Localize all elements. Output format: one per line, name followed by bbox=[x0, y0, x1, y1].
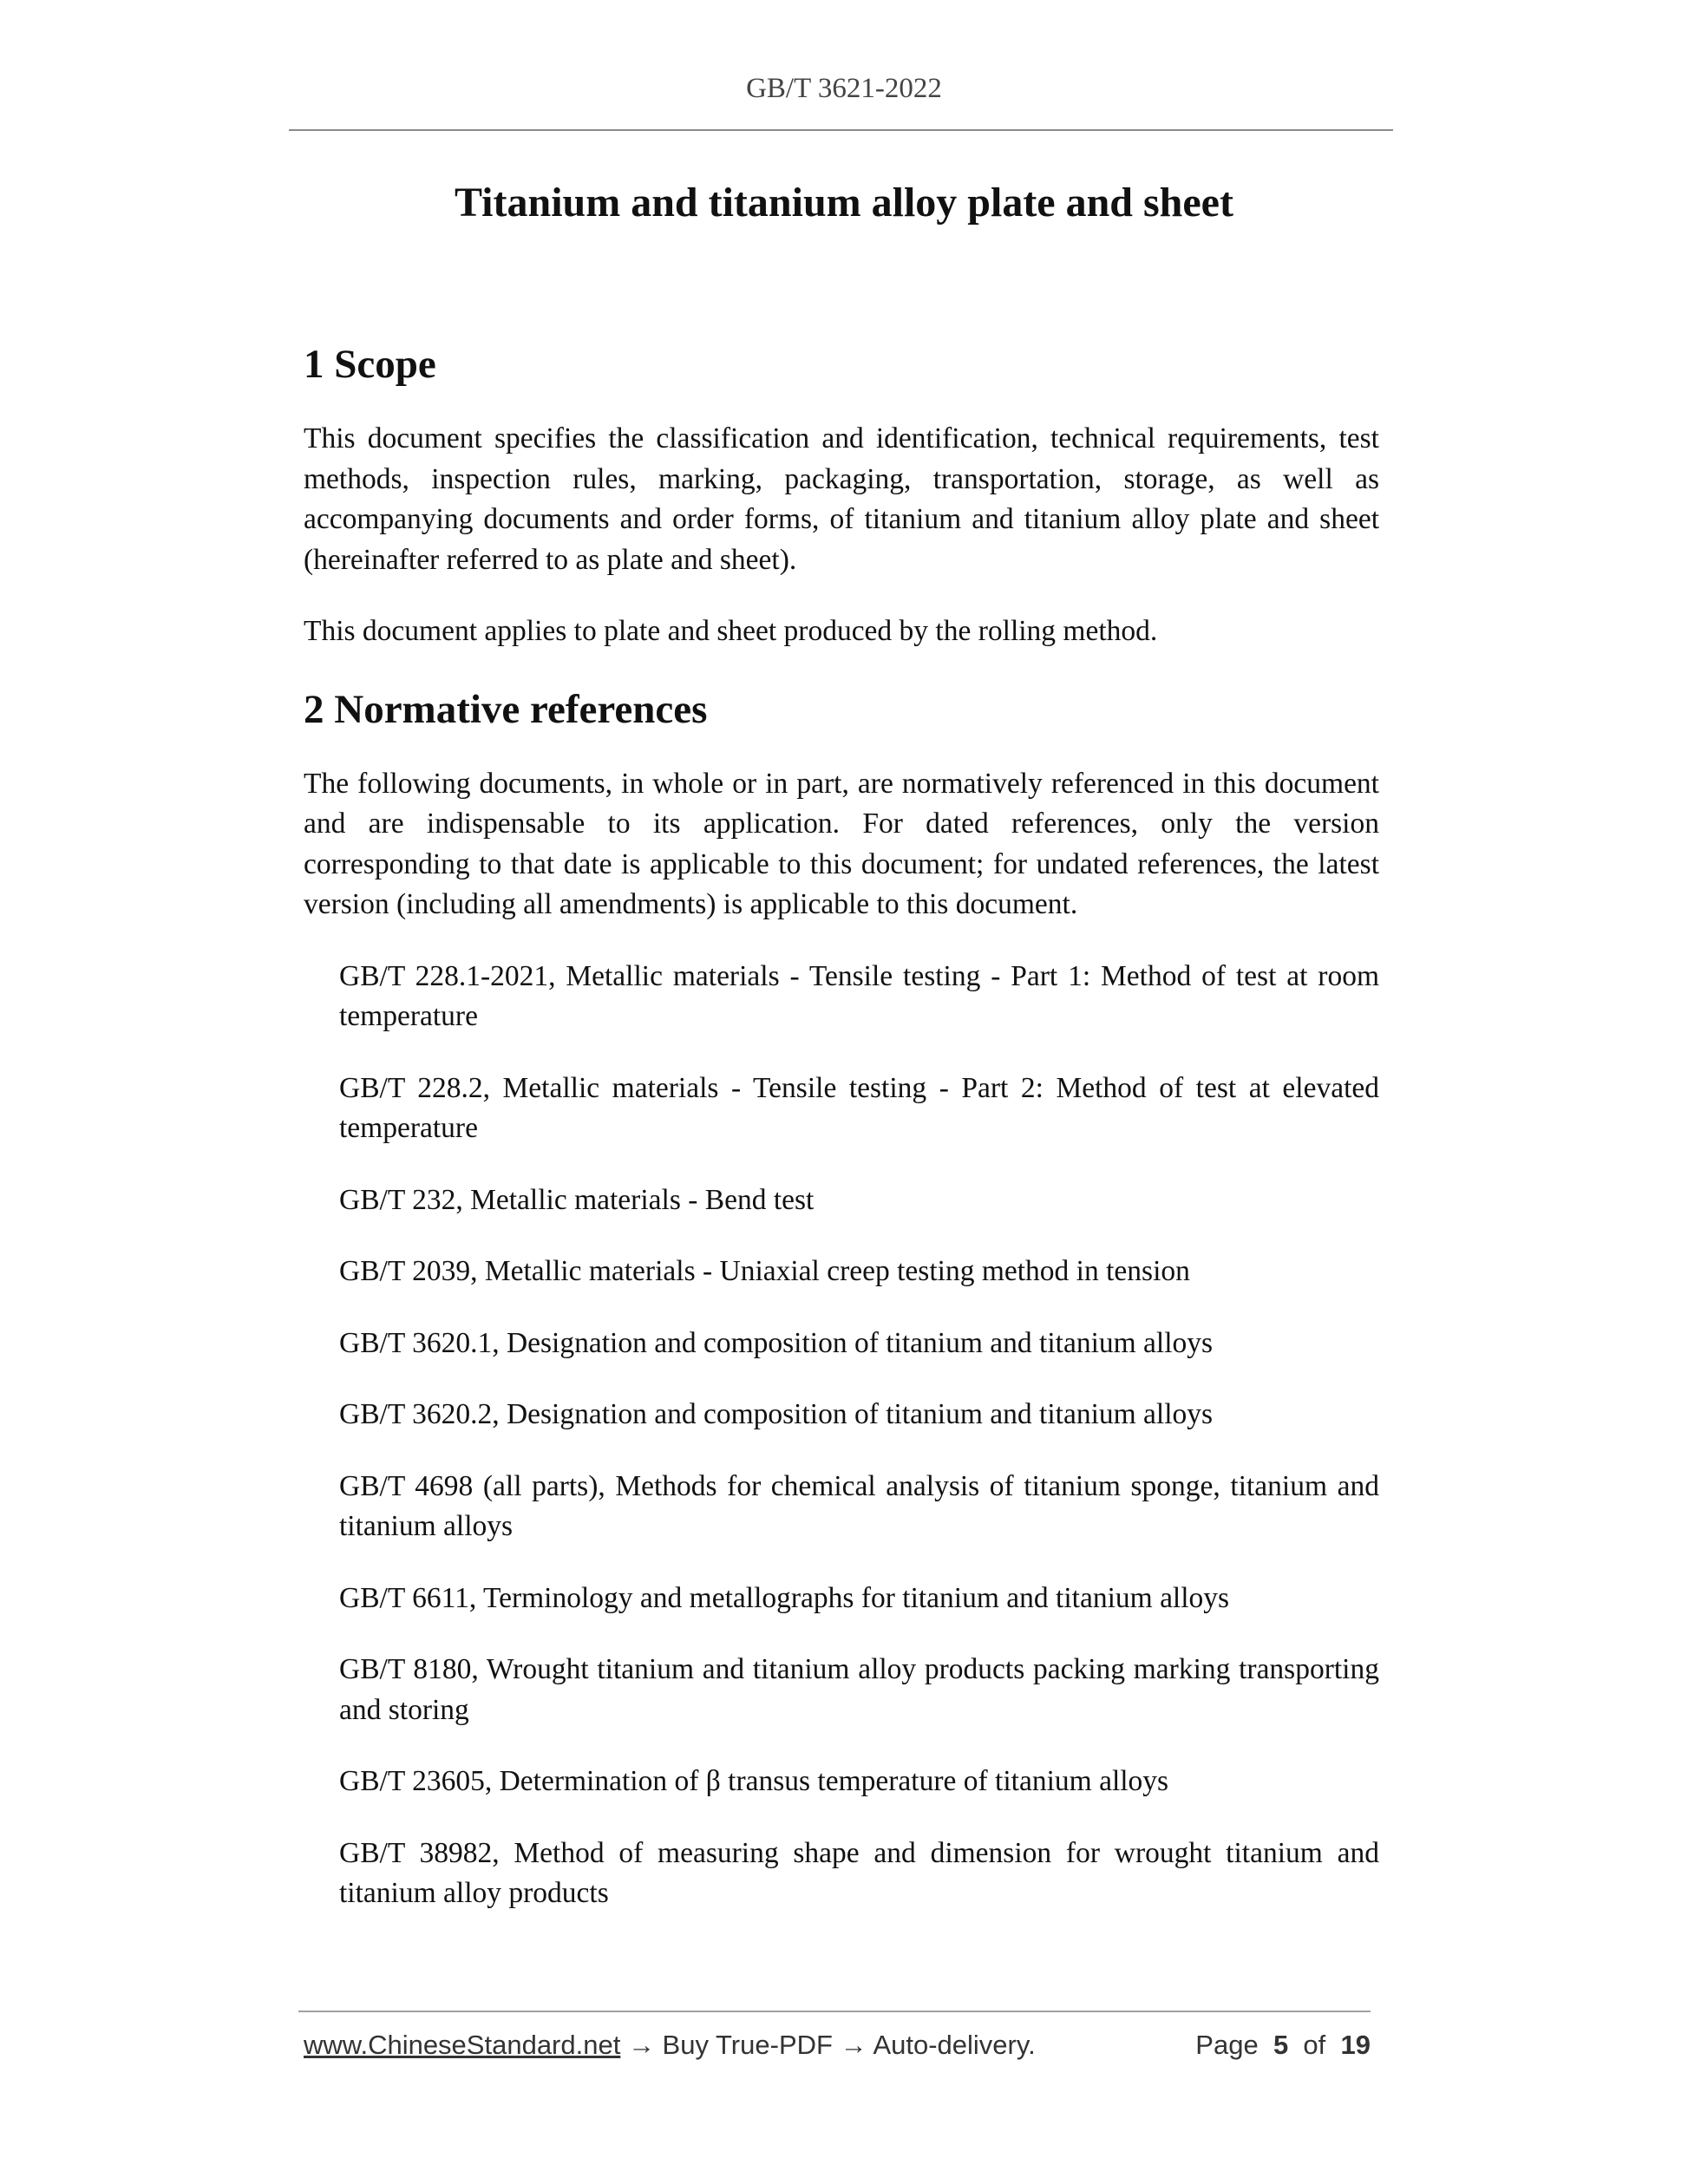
of-label: of bbox=[1303, 2030, 1326, 2060]
section-normative-references bbox=[304, 682, 1379, 1914]
reference-item: GB/T 3620.2, Designation and composition of titanium and titanium alloys bbox=[339, 1398, 1214, 1430]
reference-item: GB/T 23605, Determination of β transus temperature of titanium alloys bbox=[339, 1765, 1169, 1797]
paragraph: The following documents, in whole or in part, are normatively referenced in this document and are indispensable to its application. For dated references, only the version corresponding to that date is applicable to this document; for undated references, the latest version (including all amendments) is applicable to this document. bbox=[304, 767, 1379, 920]
footer-divider bbox=[298, 2011, 1371, 2012]
document-body bbox=[304, 337, 1379, 1945]
footer bbox=[304, 2030, 1371, 2061]
reference-item: GB/T 3620.1, Designation and composition of titanium and titanium alloys bbox=[339, 1326, 1214, 1359]
reference-item: GB/T 2039, Metallic materials - Uniaxial creep testing method in tension bbox=[339, 1255, 1190, 1287]
reference-list bbox=[304, 957, 1379, 1914]
reference-item: GB/T 4698 (all parts), Methods for chemical analysis of titanium sponge, titanium and titanium alloys bbox=[339, 1469, 1379, 1542]
reference-item: GB/T 232, Metallic materials - Bend test bbox=[339, 1183, 815, 1216]
page-number: 5 bbox=[1273, 2030, 1289, 2060]
page-indicator bbox=[1195, 2030, 1371, 2061]
section-heading: 2 Normative references bbox=[304, 686, 708, 732]
reference-item: GB/T 228.2, Metallic materials - Tensile testing - Part 2: Method of test at elevated temperature bbox=[339, 1071, 1379, 1144]
reference-item: GB/T 8180, Wrought titanium and titanium alloy products packing marking transporting and storing bbox=[339, 1653, 1379, 1726]
header-divider bbox=[289, 129, 1393, 131]
footer-tagline: → Buy True-PDF → Auto-delivery. bbox=[620, 2030, 1036, 2060]
website-link[interactable]: www.ChineseStandard.net bbox=[304, 2030, 621, 2060]
paragraph: This document applies to plate and sheet produced by the rolling method. bbox=[304, 615, 1158, 647]
reference-item: GB/T 228.1-2021, Metallic materials - Tensile testing - Part 1: Method of test at room temperature bbox=[339, 959, 1379, 1032]
paragraph: This document specifies the classification and identification, technical requirements, test methods, inspection rules, marking, packaging, transportation, storage, as well as accompanying documents and order forms, of titanium and titanium alloy plate and sheet (hereinafter referred to as plate and sheet). bbox=[304, 422, 1379, 576]
section-scope bbox=[304, 337, 1379, 652]
section-heading: 1 Scope bbox=[304, 342, 436, 387]
reference-item: GB/T 6611, Terminology and metallographs for titanium and titanium alloys bbox=[339, 1581, 1230, 1614]
footer-promo bbox=[304, 2030, 1036, 2061]
header-standard-code: GB/T 3621-2022 bbox=[746, 73, 942, 104]
reference-item: GB/T 38982, Method of measuring shape and dimension for wrought titanium and titanium alloy products bbox=[339, 1836, 1379, 1909]
page-label: Page bbox=[1195, 2030, 1259, 2060]
total-pages: 19 bbox=[1340, 2030, 1371, 2060]
document-title: Titanium and titanium alloy plate and sheet bbox=[455, 180, 1233, 226]
